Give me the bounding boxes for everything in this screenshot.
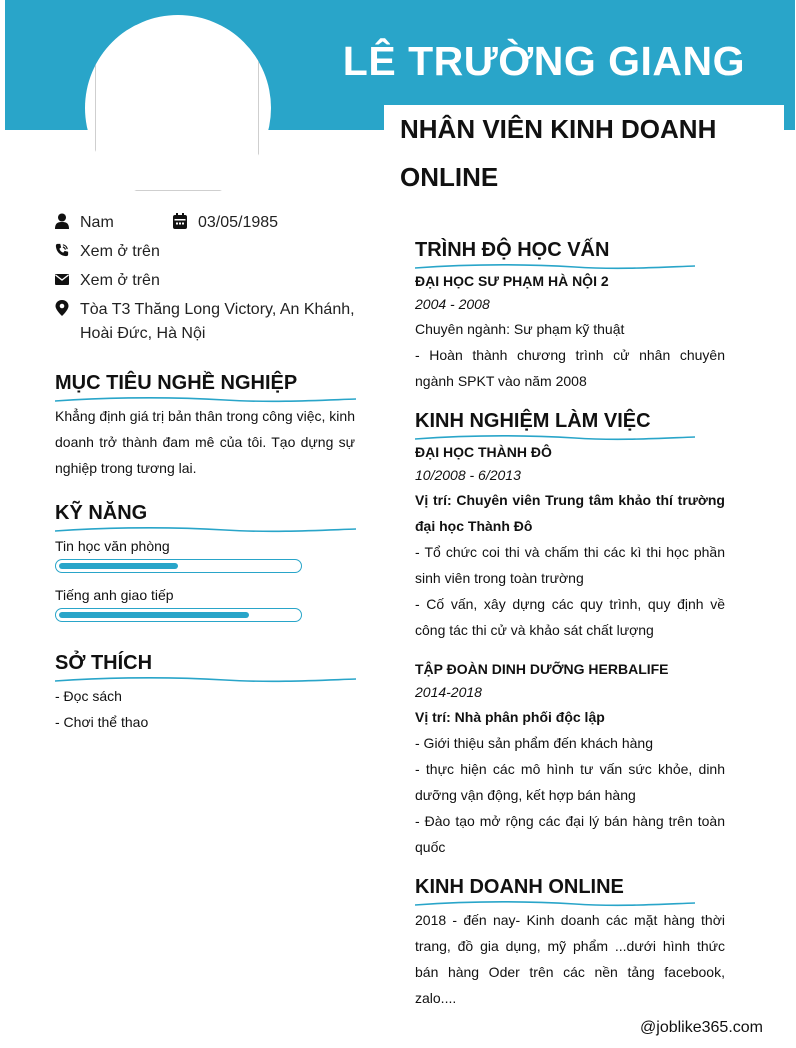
education-school: ĐẠI HỌC SƯ PHẠM HÀ NỘI 2 [415, 273, 609, 289]
photo-placeholder [95, 25, 259, 191]
phone-value: Xem ở trên [80, 243, 160, 260]
job-duty: - Cố vấn, xây dựng các quy trình, quy định về công tác thi cử và khảo sát chất lượng [415, 596, 725, 638]
skill-bar [55, 608, 302, 622]
job-company: ĐẠI HỌC THÀNH ĐÔ [415, 444, 552, 460]
job-company: TẬP ĐOÀN DINH DƯỠNG HERBALIFE [415, 661, 669, 677]
job-role: Vị trí: Nhà phân phối độc lập [415, 709, 605, 725]
gender-value: Nam [80, 214, 114, 231]
job-duty: - Giới thiệu sản phẩm đến khách hàng [415, 735, 653, 751]
job-role: Vị trí: Chuyên viên Trung tâm khảo thí trường đại học Thành Đô [415, 492, 725, 534]
skills-title: KỸ NĂNG [55, 502, 148, 524]
hobbies-title: SỞ THÍCH [55, 652, 153, 674]
section-divider [55, 526, 356, 534]
position-title-box [384, 105, 784, 205]
job-period: 2014-2018 [415, 684, 482, 700]
job-duty: - Tổ chức coi thi và chấm thi các kì thi học phần sinh viên trong toàn trường [415, 544, 725, 586]
phone-icon [55, 242, 69, 258]
objective-text: Khẳng định giá trị bản thân trong công việc, kinh doanh trở thành đam mê của tôi. Tạo dựng sự nghiệp trong tương lai. [55, 408, 355, 476]
skill-label: Tiếng anh giao tiếp [55, 587, 174, 603]
education-detail: - Hoàn thành chương trình cử nhân chuyên ngành SPKT vào năm 2008 [415, 347, 725, 389]
calendar-icon [173, 213, 187, 229]
skill-label: Tin học văn phòng [55, 538, 170, 554]
job-duty: - Đào tạo mở rộng các đại lý bán hàng trên toàn quốc [415, 813, 725, 855]
job-duty: - thực hiện các mô hình tư vấn sức khỏe, dinh dưỡng vận động, kết hợp bán hàng [415, 761, 725, 803]
person-icon [55, 213, 69, 229]
hobby-item: - Chơi thể thao [55, 714, 149, 730]
education-title: TRÌNH ĐỘ HỌC VẤN [415, 239, 610, 261]
experience-title: KINH NGHIỆM LÀM VIỆC [415, 410, 651, 432]
birthday-value: 03/05/1985 [198, 214, 279, 231]
skill-fill [59, 563, 178, 569]
location-pin-icon [55, 300, 69, 316]
education-major: Chuyên ngành: Sư phạm kỹ thuật [415, 321, 625, 337]
skill-bar [55, 559, 302, 573]
email-value: Xem ở trên [80, 272, 160, 289]
candidate-name: LÊ TRƯỜNG GIANG [342, 38, 745, 84]
address-value: Tòa T3 Thăng Long Victory, An Khánh, Hoài Đức, Hà Nội [80, 301, 355, 342]
envelope-icon [55, 271, 69, 287]
education-period: 2004 - 2008 [415, 296, 490, 312]
position-title: NHÂN VIÊN KINH DOANH ONLINE [400, 114, 717, 192]
hobby-item: - Đọc sách [55, 688, 122, 704]
objective-title: MỤC TIÊU NGHỀ NGHIỆP [55, 372, 298, 394]
online-business-title: KINH DOANH ONLINE [415, 876, 624, 898]
job-period: 10/2008 - 6/2013 [415, 467, 521, 483]
avatar [85, 15, 271, 201]
skill-fill [59, 612, 249, 618]
online-business-text: 2018 - đến nay- Kinh doanh các mặt hàng thời trang, đồ gia dụng, mỹ phẩm ...dưới hình thức bán hàng Oder trên các nền tảng facebook, zalo.... [415, 912, 725, 1006]
watermark: @joblike365.com [640, 1019, 763, 1036]
